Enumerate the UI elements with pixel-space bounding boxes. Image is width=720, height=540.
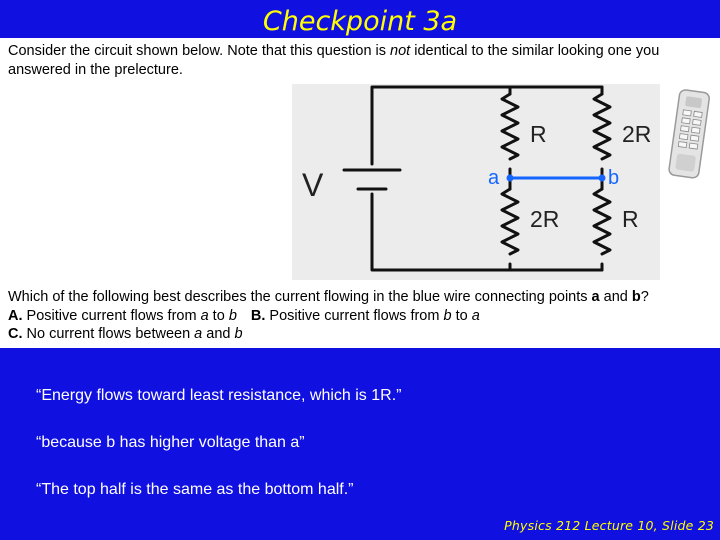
- label-voltage: V: [302, 167, 324, 203]
- answer-option-a[interactable]: A. Positive current flows from a to b: [8, 307, 237, 324]
- circuit-svg: [292, 84, 660, 280]
- resistor-top-right: [594, 94, 610, 159]
- circuit-wire-bottom: [372, 194, 602, 270]
- resistor-top-left: [502, 94, 518, 159]
- label-top-left-resistor: R: [530, 121, 547, 147]
- question-text: Which of the following best describes the current flowing in the blue wire connecting points a and b?: [8, 289, 649, 305]
- question-block: [8, 288, 718, 344]
- student-quote: “Energy flows toward least resistance, which is 1R.”: [36, 387, 402, 404]
- node-a-dot: [507, 175, 514, 182]
- label-bottom-right-resistor: R: [622, 206, 639, 232]
- answer-choices: [8, 307, 718, 344]
- answer-option-b[interactable]: B. Positive current flows from b to a: [250, 307, 480, 324]
- student-quote: “The top half is the same as the bottom half.”: [36, 481, 354, 498]
- circuit-diagram: [292, 84, 660, 280]
- circuit-wire-top: [372, 87, 602, 164]
- clicker-remote-icon: [668, 87, 712, 188]
- label-node-a: a: [488, 167, 500, 189]
- answer-option-c[interactable]: C. No current flows between a and b: [8, 326, 243, 342]
- resistor-bottom-right: [594, 189, 610, 254]
- resistor-bottom-left: [502, 189, 518, 254]
- slide-footer: Physics 212 Lecture 10, Slide 23: [504, 518, 714, 533]
- student-quotes: [36, 385, 676, 526]
- slide-title: Checkpoint 3a: [262, 6, 458, 37]
- node-b-dot: [599, 175, 606, 182]
- intro-part-1: Consider the circuit shown below. Note that this question is: [8, 43, 391, 59]
- label-top-right-resistor: 2R: [622, 121, 652, 147]
- intro-part-2: identical to the similar looking one you answered in the prelecture.: [8, 43, 660, 78]
- intro-text: [8, 42, 713, 80]
- student-quote: “because b has higher voltage than a”: [36, 434, 305, 451]
- question-point-b: b: [631, 289, 641, 305]
- question-panel: [0, 38, 720, 348]
- label-bottom-left-resistor: 2R: [530, 206, 560, 232]
- label-node-b: b: [608, 167, 620, 189]
- question-point-a: a: [591, 289, 600, 305]
- intro-emphasis: not: [390, 43, 411, 59]
